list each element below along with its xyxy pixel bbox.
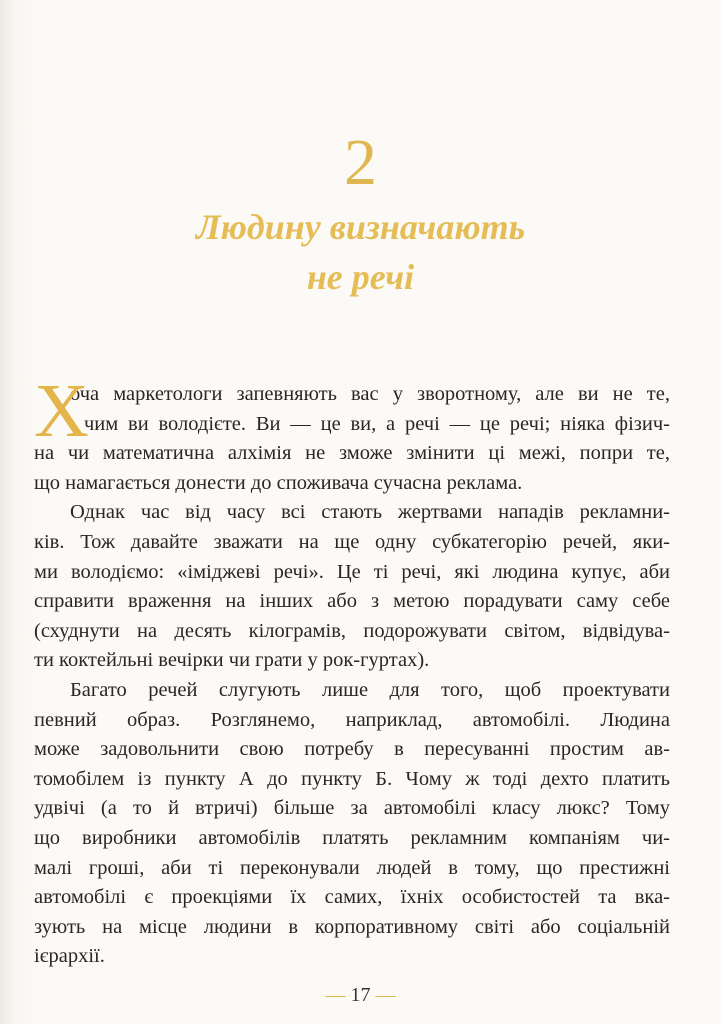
text-line: малі гроші, аби ті переконували людей в тому, що престижні [34, 856, 670, 879]
text-line: ієрархії. [34, 945, 105, 968]
text-line: оча маркетологи запевняють вас у зворотному, але ви не те, [70, 383, 670, 405]
text-line: удвічі (а то й втричі) більше за автомобілі класу люкс? Тому [34, 797, 670, 820]
text-line: на чи математична алхімія не зможе змінити ці межі, попри те, [34, 442, 670, 465]
page-number-dash-left: — [325, 984, 346, 1006]
text-line: зують на місце людини в корпоративному світі або соціальній [34, 915, 670, 938]
text-line: ків. Тож давайте зважати на ще одну субкатегорію речей, яки- [34, 530, 670, 553]
chapter-title [0, 202, 721, 302]
chapter-title-line-1: Людину визначають [195, 207, 526, 247]
page-number-dash-right: — [375, 984, 396, 1006]
text-line: томобілем із пункту А до пункту Б. Чому ж тоді дехто платить [34, 767, 670, 790]
page-number-footer [0, 984, 721, 1007]
text-line: може задовольнити свою потребу в пересуванні простим ав- [34, 738, 670, 761]
chapter-number: 2 [344, 126, 377, 199]
chapter-title-line-2: не речі [306, 257, 415, 297]
text-line: певний образ. Розглянемо, наприклад, автомобілі. Людина [34, 708, 670, 731]
text-line: Багато речей слугують лише для того, щоб проектувати [70, 678, 670, 701]
page-number: 17 [350, 984, 371, 1006]
chapter-body [34, 369, 670, 972]
paragraph-3 [34, 676, 670, 972]
text-line: що виробники автомобілів платять рекламним компаніям чи- [34, 826, 670, 849]
paragraph-2 [34, 498, 670, 676]
text-line: що намагається донести до споживача сучасна реклама. [34, 471, 523, 494]
text-line: Однак час від часу всі стають жертвами нападів рекламни- [70, 501, 670, 524]
drop-cap: Х [34, 369, 89, 453]
text-line: автомобілі є проекціями їх самих, їхніх особистостей та вка- [34, 886, 670, 909]
text-line: ми володіємо: «іміджеві речі». Це ті речі, які людина купує, аби [34, 560, 670, 583]
paragraph-1 [34, 369, 670, 498]
text-line: справити враження на інших або з метою порадувати саму себе [34, 590, 670, 613]
text-line: (схуднути на десять кілограмів, подорожувати світом, відвідува- [34, 619, 670, 642]
text-line: ти коктейльні вечірки чи грати у рок-гуртах). [34, 649, 430, 672]
text-line: чим ви володієте. Ви — це ви, а речі — це речі; ніяка фізич- [84, 412, 670, 435]
